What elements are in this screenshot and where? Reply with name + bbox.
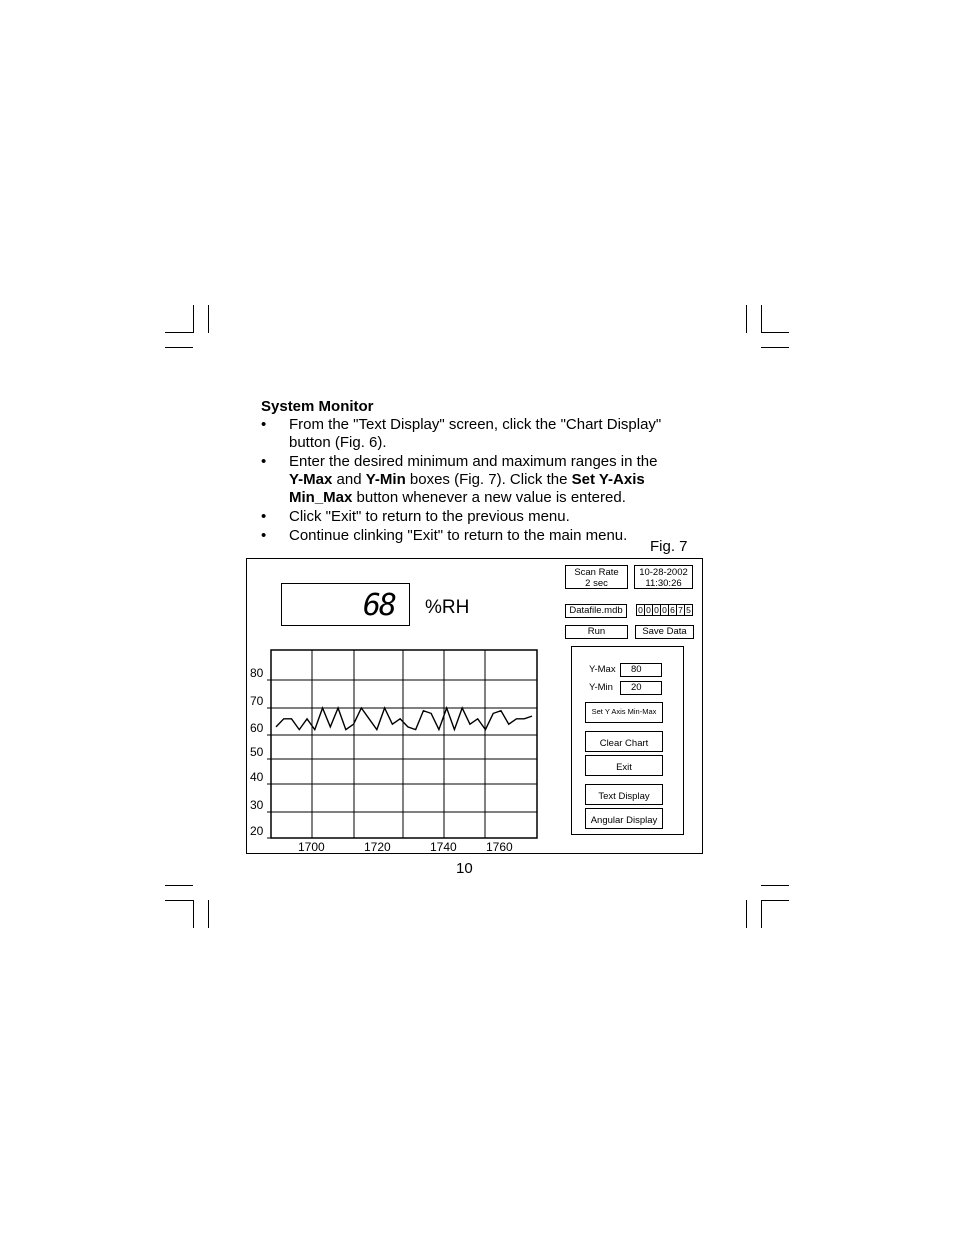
- bullet-line: button (Fig. 6).: [289, 434, 387, 451]
- set-y-axis-button[interactable]: Set Y Axis Min-Max: [585, 702, 663, 723]
- line-chart: [247, 559, 702, 853]
- counter-digit: 0: [652, 604, 661, 616]
- set-axis-term: Set Y-Axis: [571, 471, 645, 488]
- crop-mark: [208, 305, 209, 333]
- ymax-input[interactable]: 80: [620, 663, 662, 677]
- crop-mark: [761, 900, 789, 901]
- text-display-button[interactable]: Text Display: [585, 784, 663, 805]
- ymax-term: Y-Max: [289, 471, 333, 488]
- bullet-symbol: •: [261, 527, 267, 544]
- bullet-text: Click "Exit" to return to the previous menu.: [289, 508, 570, 525]
- page-number: 10: [456, 860, 473, 877]
- exit-button[interactable]: Exit: [585, 755, 663, 776]
- crop-mark: [165, 332, 193, 333]
- bullet-text: [289, 453, 709, 507]
- counter-digit: 0: [636, 604, 645, 616]
- crop-mark: [761, 347, 789, 348]
- counter-digit: 6: [668, 604, 677, 616]
- crop-mark: [746, 305, 747, 333]
- counter-digit: 5: [684, 604, 693, 616]
- crop-mark: [165, 900, 193, 901]
- y-tick-label: 30: [250, 798, 264, 812]
- ymin-label: Y-Min: [589, 682, 613, 693]
- crop-mark: [165, 885, 193, 886]
- text-fragment: boxes (Fig. 7). Click the: [405, 471, 572, 488]
- clear-chart-button[interactable]: Clear Chart: [585, 731, 663, 752]
- datafile-field[interactable]: Datafile.mdb: [565, 604, 627, 618]
- reading-value: 68: [362, 588, 395, 623]
- bullet-line: [289, 471, 709, 489]
- minmax-term: Min_Max: [289, 489, 353, 506]
- scan-rate-label: Scan Rate: [574, 567, 619, 578]
- y-tick-label: 60: [250, 721, 264, 735]
- bullet-text: [289, 416, 709, 452]
- bullet-symbol: •: [261, 508, 267, 525]
- x-tick-label: 1720: [364, 840, 391, 853]
- counter-digit: 0: [660, 604, 669, 616]
- scan-rate-value: 2 sec: [585, 578, 608, 589]
- bullet-text: Continue clinking "Exit" to return to the main menu.: [289, 527, 628, 544]
- plot-frame: [271, 650, 537, 838]
- text-fragment: and: [332, 471, 366, 488]
- text-fragment: button whenever a new value is entered.: [352, 489, 626, 506]
- reading-unit: %RH: [425, 597, 470, 618]
- y-tick-label: 40: [250, 770, 264, 784]
- angular-display-button[interactable]: Angular Display: [585, 808, 663, 829]
- save-data-button[interactable]: Save Data: [635, 625, 694, 639]
- crop-mark: [193, 900, 194, 928]
- crop-mark: [746, 900, 747, 928]
- bullet-symbol: •: [261, 416, 267, 433]
- ymin-term: Y-Min: [365, 471, 406, 488]
- series-line: [276, 708, 532, 730]
- x-tick-label: 1740: [430, 840, 457, 853]
- y-tick-label: 20: [250, 824, 264, 838]
- ymin-input[interactable]: 20: [620, 681, 662, 695]
- crop-mark: [761, 305, 762, 333]
- section-heading: System Monitor: [261, 398, 374, 415]
- y-tick-label: 50: [250, 745, 264, 759]
- y-tick-label: 80: [250, 666, 264, 680]
- crop-mark: [193, 305, 194, 333]
- time-value: 11:30:26: [645, 578, 682, 589]
- run-button[interactable]: Run: [565, 625, 628, 639]
- bullet-line: Enter the desired minimum and maximum ranges in the: [289, 453, 658, 470]
- counter-digit: 7: [676, 604, 685, 616]
- bullet-line: From the "Text Display" screen, click the "Chart Display": [289, 416, 662, 433]
- ymax-label: Y-Max: [589, 664, 616, 675]
- counter-digit: 0: [644, 604, 653, 616]
- x-tick-label: 1760: [486, 840, 513, 853]
- bullet-symbol: •: [261, 453, 267, 470]
- crop-mark: [761, 900, 762, 928]
- crop-mark: [761, 332, 789, 333]
- crop-mark: [165, 347, 193, 348]
- y-tick-label: 70: [250, 694, 264, 708]
- x-tick-label: 1700: [298, 840, 325, 853]
- chart-display-screen: [246, 558, 703, 854]
- crop-mark: [208, 900, 209, 928]
- figure-label: Fig. 7: [650, 538, 688, 555]
- crop-mark: [761, 885, 789, 886]
- bullet-line: [289, 489, 709, 507]
- date-value: 10-28-2002: [639, 567, 688, 578]
